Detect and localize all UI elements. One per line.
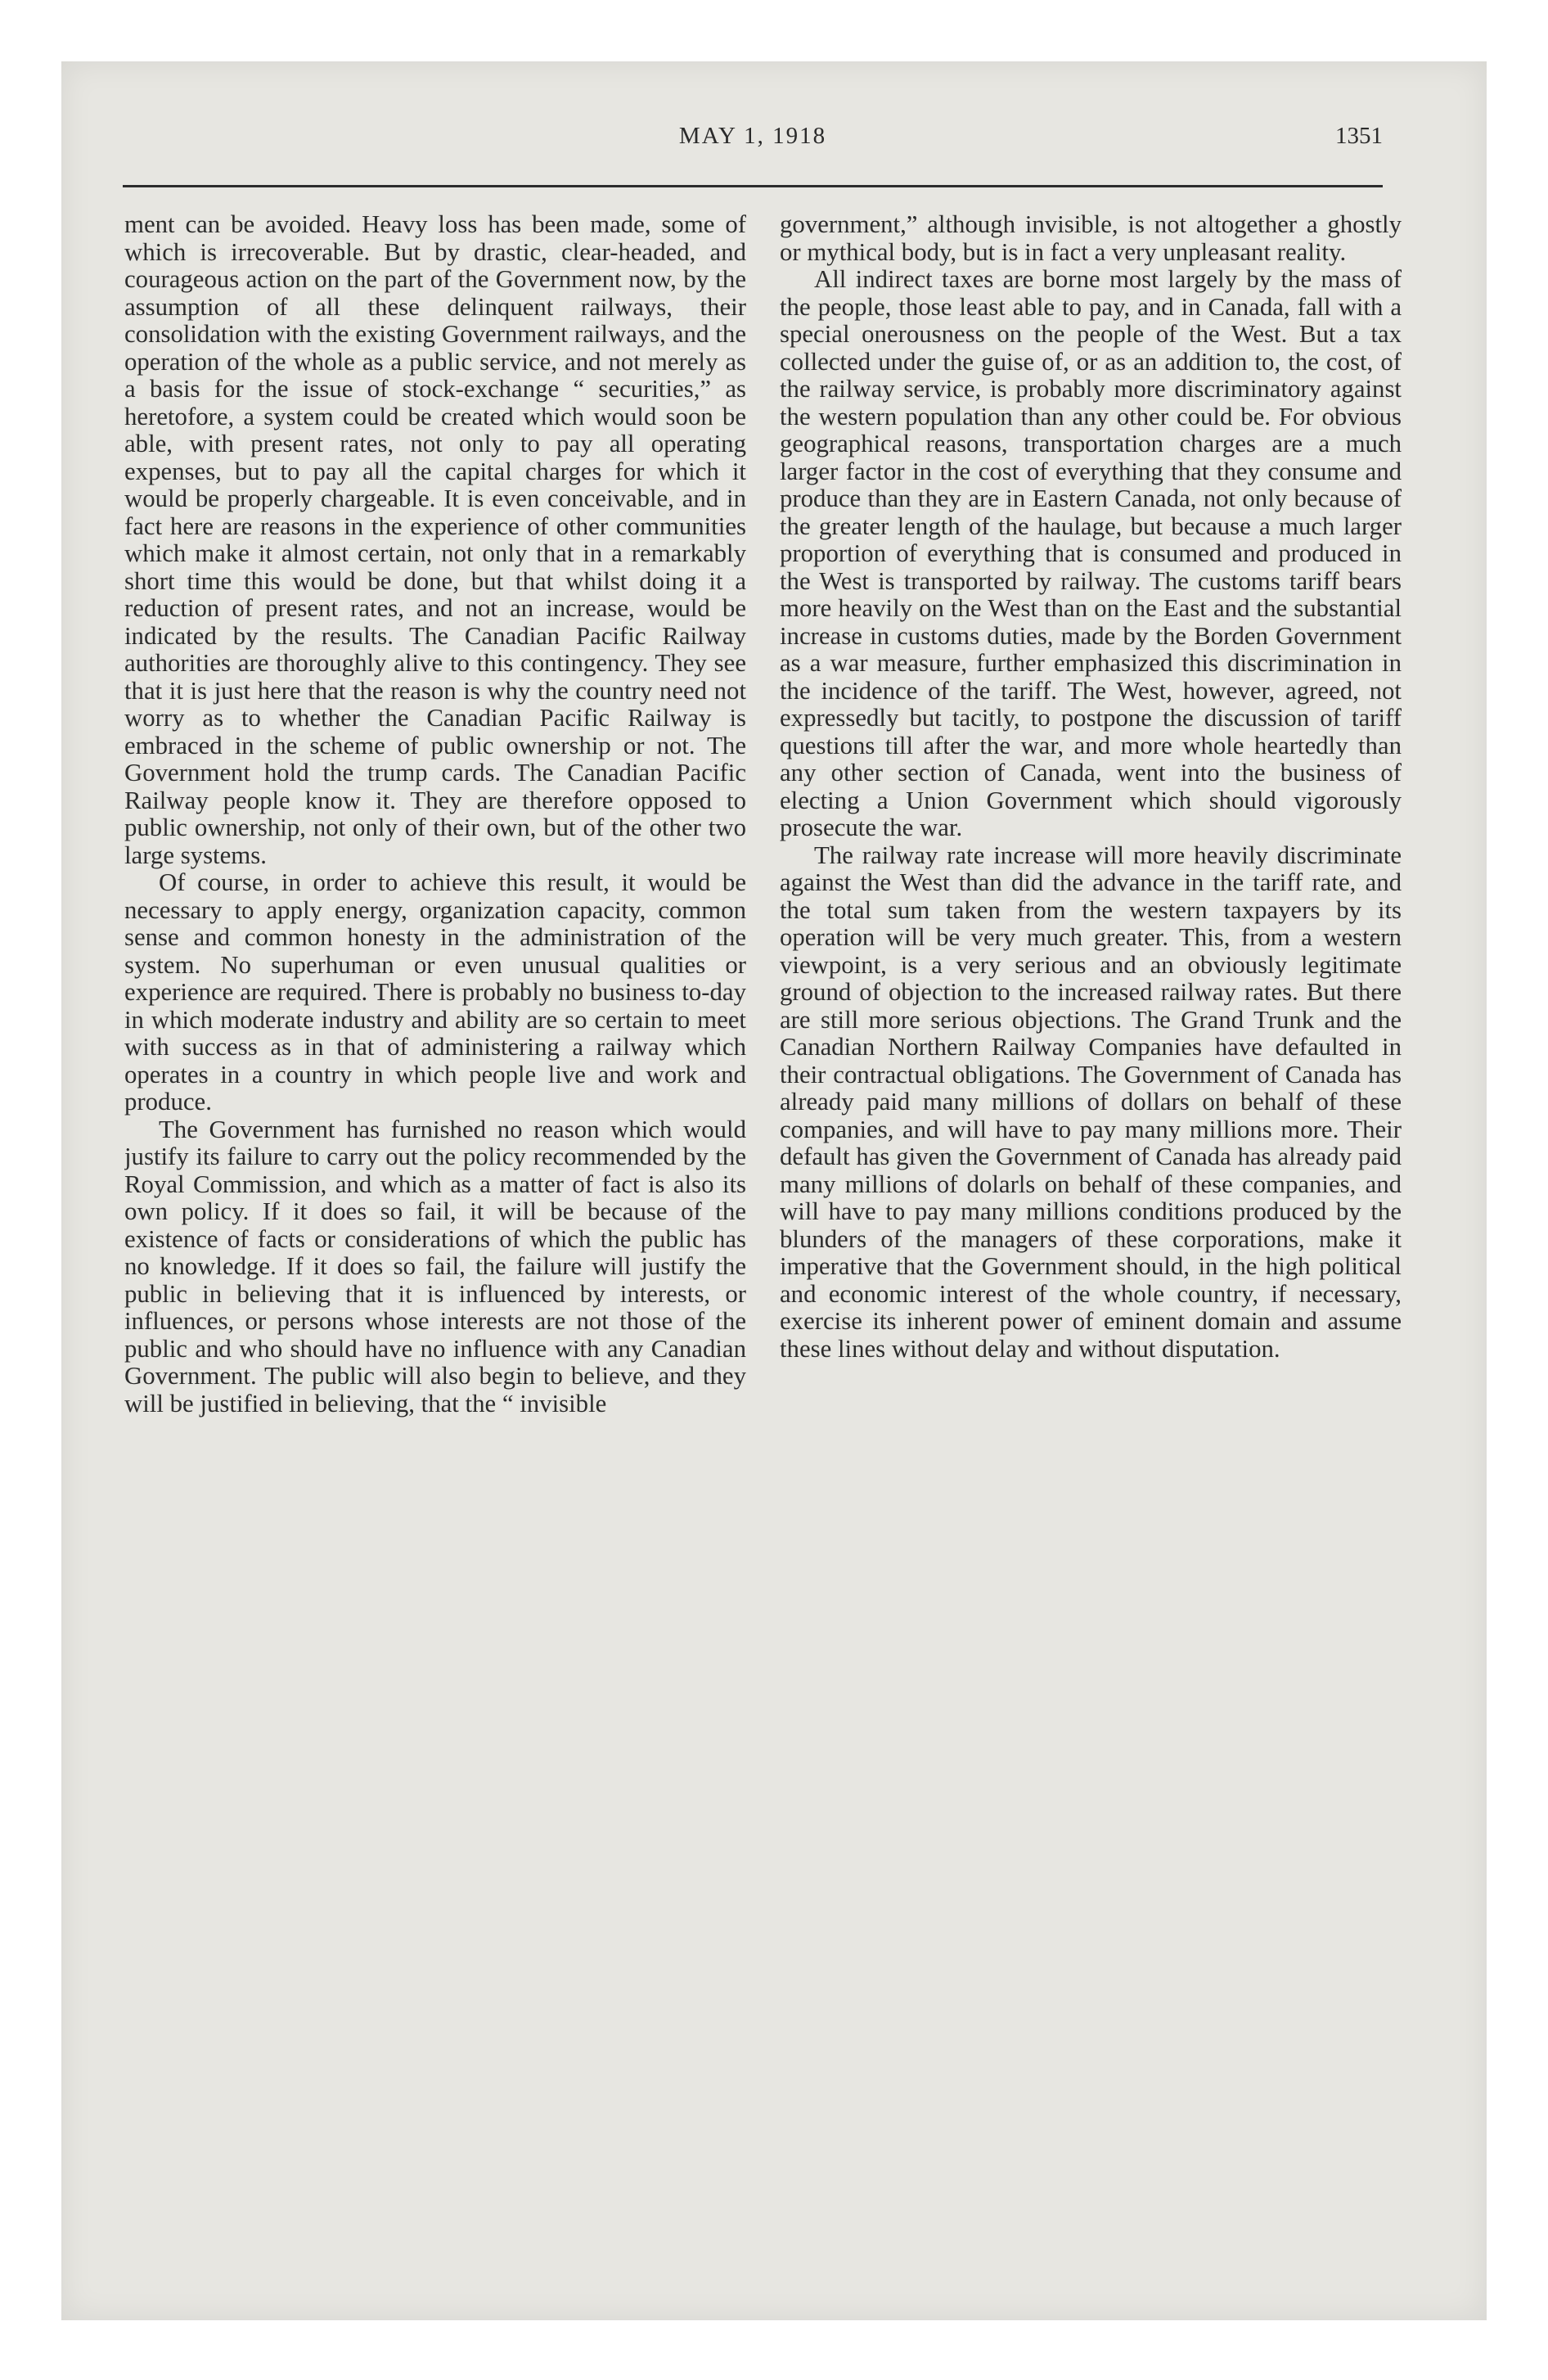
- right-paragraph-3: The railway rate increase will more heavily discriminate against the West than did the advance in the tariff rate, and the total sum taken from the western taxpayers by its operation will be very much greater. This, from a western viewpoint, is a very serious and an obviously legitimate ground of objection to the increased railway rates. But there are still more serious objections. The Grand Trunk and the Canadian Northern Railway Companies have defaulted in their contractual obligations. The Government of Canada has already paid many millions of dollars on behalf of these companies, and will have to pay many millions more. Their default has given the Government of Canada has already paid many millions of dolarls on behalf of these companies, and will have to pay many millions conditions produced by the blunders of the managers of these corporations, make it imperative that the Government should, in the high political and economic interest of the whole country, if necessary, exercise its inherent power of eminent domain and assume these lines without delay and without disputation.: [780, 841, 1402, 1363]
- left-column: [124, 211, 746, 2241]
- left-paragraph-2: Of course, in order to achieve this result, it would be necessary to apply energy, organization capacity, common sense and common honesty in the administration of the system. No superhuman or even unusual qualities or experience are required. There is probably no business to-day in which moderate industry and ability are so certain to meet with success as in that of administering a railway which operates in a country in which people live and work and produce.: [124, 868, 746, 1116]
- header-rule: [123, 185, 1383, 187]
- right-column: [780, 211, 1402, 2241]
- right-paragraph-1: government,” although invisible, is not altogether a ghostly or mythical body, but is in fact a very unpleasant reality.: [780, 211, 1402, 266]
- right-paragraph-2: All indirect taxes are borne most largely by the mass of the people, those least able to pay, and in Canada, fall with a special onerousness on the people of the West. But a tax collected under the guise of, or as an addition to, the cost, of the railway service, is probably more discriminatory against the western population than any other could be. For obvious geographical reasons, transportation charges are a much larger factor in the cost of everything that they consume and produce than they are in Eastern Canada, not only because of the greater length of the haulage, but because a much larger proportion of everything that is consumed and produced in the West is transported by railway. The customs tariff bears more heavily on the West than on the East and the substantial increase in customs duties, made by the Borden Government as a war measure, further emphasized this discrimination in the incidence of the tariff. The West, however, agreed, not expressedly but tacitly, to postpone the discussion of tariff questions till after the war, and more whole heartedly than any other section of Canada, went into the business of electing a Union Government which should vigorously prosecute the war.: [780, 265, 1402, 841]
- left-paragraph-1: ment can be avoided. Heavy loss has been made, some of which is irrecoverable. But by drastic, clear-headed, and courageous action on the part of the Government now, by the assumption of all these delinquent railways, their consolidation with the existing Government railways, and the operation of the whole as a public service, and not merely as a basis for the issue of stock-exchange “ securities,” as heretofore, a system could be created which would soon be able, with present rates, not only to pay all operating expenses, but to pay all the capital charges for which it would be properly chargeable. It is even conceivable, and in fact here are reasons in the experience of other communities which make it almost certain, not only that in a remarkably short time this would be done, but that whilst doing it a reduction of present rates, and not an increase, would be indicated by the results. The Canadian Pacific Railway authorities are thoroughly alive to this contingency. They see that it is just here that the reason is why the country need not worry as to whether the Canadian Pacific Railway is embraced in the scheme of public ownership or not. The Government hold the trump cards. The Canadian Pacific Railway people know it. They are therefore opposed to public ownership, not only of their own, but of the other two large systems.: [124, 211, 746, 869]
- page-header: [123, 123, 1383, 169]
- page-number: 1351: [1335, 123, 1383, 149]
- issue-date: MAY 1, 1918: [678, 123, 827, 149]
- left-paragraph-3: The Government has furnished no reason which would justify its failure to carry out the policy recommended by the Royal Commission, and which as a matter of fact is also its own policy. If it does so fail, it will be because of the existence of facts or considerations of which the public has no knowledge. If it does so fail, the failure will justify the public in believing that it is influenced by interests, or influences, or persons whose interests are not those of the public and who should have no influence with any Canadian Government. The public will also begin to believe, and they will be justified in believing, that the “ invisible: [124, 1115, 746, 1418]
